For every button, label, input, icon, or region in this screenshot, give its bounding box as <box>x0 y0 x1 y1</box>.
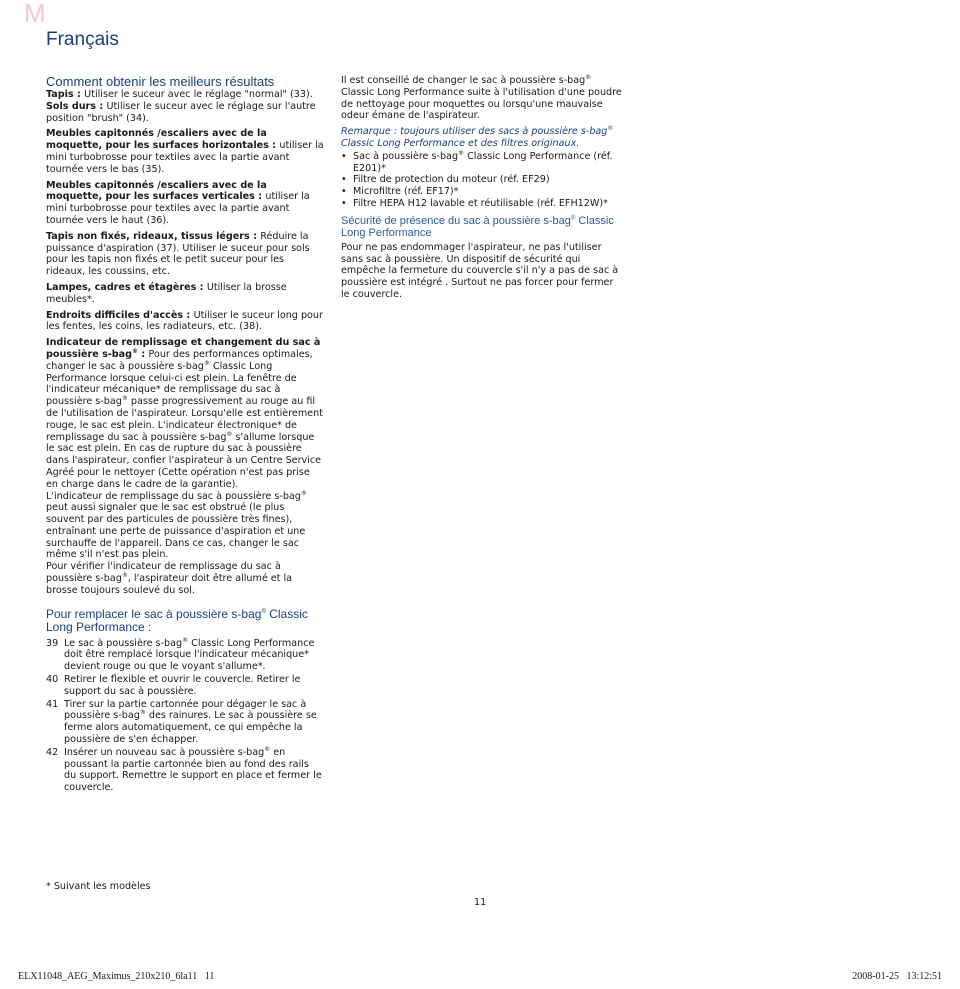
text-carpets: Utiliser le suceur avec le réglage "normal" (33). <box>84 89 313 100</box>
text-curtains: Réduire la puissance d'aspiration (37). Utiliser le suceur pour sols pour les tapis non fixés et le petit suceur pour les rideaux, les coussins, etc. <box>46 230 310 278</box>
label-hard-floors: Sols durs : <box>46 100 107 112</box>
part-text: Filtre de protection du moteur (réf. EF29) <box>353 174 550 186</box>
parts-list <box>341 151 624 210</box>
reg-mark: ® <box>458 149 465 157</box>
text-obstructed-1: L'indicateur de remplissage du sac à poussière s-bag <box>46 490 301 502</box>
part-text: Classic Long Performance (réf. E201)* <box>353 150 613 174</box>
title-part-b: Classic Long Performance : <box>46 606 308 634</box>
step-number: 39 <box>46 637 59 649</box>
step-item <box>46 638 324 673</box>
label-horizontal: Meubles capitonnés /escaliers avec de la moquette, pour les surfaces horizontales : <box>46 128 280 152</box>
text-indicator-2: Classic Long Performance lorsque celui-ci est plein. La fenêtre de l'indicateur mécanique* de remplissage du sac à poussière s-bag <box>46 360 297 408</box>
text-indicator-1: Pour des performances optimales, changer le sac à poussière s-bag <box>46 348 313 372</box>
text-advice-1: Il est conseillé de changer le sac à poussière s-bag <box>341 75 586 86</box>
reg-mark: ® <box>570 215 576 222</box>
list-item <box>341 198 624 210</box>
part-text: Microfiltre (réf. EF17)* <box>353 186 459 198</box>
text-indicator-3: passe progressivement au rouge au fil de l'utilisation de l'aspirateur. Lorsqu'elle est entièrement rouge, le sac est plein. L'indicateur électronique* de remplissage du sac à poussière s-bag <box>46 396 323 443</box>
text-advice-2: Classic Long Performance suite à l'utilisation d'une poudre de nettoyage pour moquettes ou lorsqu'une mauvaise odeur émane de l'aspirateur. <box>341 86 622 122</box>
list-item <box>341 174 624 186</box>
paragraph-indicator-check <box>46 561 324 596</box>
part-text: Filtre HEPA H12 lavable et réutilisable (réf. EFH12W)* <box>353 197 608 209</box>
left-column <box>46 75 324 795</box>
remark-original-parts <box>341 126 624 150</box>
reg-mark: ® <box>131 347 138 355</box>
reg-mark: ® <box>203 359 210 367</box>
step-number: 40 <box>46 674 59 686</box>
reg-mark: ® <box>226 430 233 438</box>
step-item <box>46 747 324 794</box>
paragraph-curtains <box>46 231 324 278</box>
step-text: Classic Long Performance doit être remplacé lorsque l'indicateur mécanique* devient rouge ou que le voyant s'allume*. <box>64 637 315 673</box>
text-check-2: , l'aspirateur doit être allumé et la brosse toujours soulevé du sol. <box>46 573 293 596</box>
step-text: Retirer le flexible et ouvrir le couvercle. Retirer le support du sac à poussière. <box>64 674 301 697</box>
label-vertical: Meubles capitonnés /escaliers avec de la moquette, pour les surfaces verticales : <box>46 179 267 203</box>
brand-logo: M <box>24 0 46 28</box>
reg-mark: ® <box>607 125 614 132</box>
text-indicator-4: s'allume lorsque le sac est plein. En cas de rupture du sac à poussière dans l'aspirateur, confier l'aspirateur à un Centre Service Agréé pour le nettoyer (Cette opération n'est pas prise en charge dans le cadre de la garantie). <box>46 431 322 490</box>
reg-mark: ® <box>182 636 189 644</box>
text-lamps: Utiliser la brosse meubles*. <box>46 281 287 305</box>
step-text: des rainures. Le sac à poussière se ferme alors automatiquement, ce qui empêche la poussière de s'en échapper. <box>64 710 317 746</box>
section-title-replace-bag <box>46 608 324 634</box>
paragraph-bag-safety: Pour ne pas endommager l'aspirateur, ne pas l'utiliser sans sac à poussière. Un dispositif de sécurité qui empêche la fermeture du couvercle s'il n'y a pas de sac à poussière est intégré . Surtout ne pas forcer pour fermer le couvercle. <box>341 241 619 300</box>
remark-text-2: Classic Long Performance et des filtres originaux. <box>341 137 580 149</box>
text-obstructed-2: peut aussi signaler que le sac est obstrué (le plus souvent par des particules de poussière très fines), entraînant une perte de puissance d'aspiration et une surchauffe de l'appareil. Dans ce cas, changer le sac même s'il n'est pas plein. <box>46 502 306 561</box>
label-indicator: Indicateur de remplissage et changement du sac à poussière s-bag <box>46 337 321 360</box>
label-lamps: Lampes, cadres et étagères : <box>46 281 207 293</box>
remark-text-1: Remarque : toujours utiliser des sacs à poussière s-bag <box>341 126 608 138</box>
title-part-b: Classic Long Performance <box>341 214 614 240</box>
paragraph-hard-to-reach <box>46 310 324 334</box>
print-footer-file: ELX11048_AEG_Maximus_210x210_6la11 11 <box>18 971 215 982</box>
label-carpets: Tapis : <box>46 89 85 100</box>
list-item <box>341 186 624 198</box>
reg-mark: ® <box>121 571 128 579</box>
reg-mark: ® <box>121 394 128 402</box>
paragraph-indicator-obstructed <box>46 491 324 562</box>
paragraph-horizontal <box>46 128 324 175</box>
reg-mark: ® <box>300 489 307 497</box>
label-indicator-colon: : <box>137 348 149 360</box>
text-check-1: Pour vérifier l'indicateur de remplissage du sac à poussière s-bag <box>46 561 281 585</box>
label-curtains: Tapis non fixés, rideaux, tissus légers : <box>46 230 261 242</box>
language-heading: Français <box>46 29 119 50</box>
paragraph-indicator <box>46 337 324 490</box>
text-hard-to-reach: Utiliser le suceur long pour les fentes, les coins, les radiateurs, etc. (38). <box>46 309 323 333</box>
section-title-best-results: Comment obtenir les meilleurs résultats <box>46 74 275 89</box>
paragraph-vertical <box>46 180 324 227</box>
reg-mark: ® <box>585 73 592 81</box>
step-text: Tirer sur la partie cartonnée pour dégager le sac à poussière s-bag <box>64 698 307 722</box>
paragraph-floor-types <box>46 89 324 124</box>
right-column <box>341 75 624 305</box>
step-text: Insérer un nouveau sac à poussière s-bag <box>64 746 265 758</box>
footnote: * Suivant les modèles <box>46 881 151 892</box>
section-title-bag-safety <box>341 215 624 240</box>
replace-steps-list <box>46 638 324 794</box>
text-hard-floors: Utiliser le suceur avec le réglage sur l'autre position "brush" (34). <box>46 100 316 124</box>
reg-mark: ® <box>264 745 271 753</box>
text-vertical: utiliser la mini turbobrosse pour textiles avec la partie avant tournée vers le haut (36). <box>46 191 310 226</box>
list-item <box>341 151 624 175</box>
reg-mark: ® <box>261 608 266 615</box>
reg-mark: ® <box>139 709 146 717</box>
title-part-a: Sécurité de présence du sac à poussière s-bag <box>341 214 571 227</box>
paragraph-lamps <box>46 282 324 306</box>
step-text: en poussant la partie cartonnée bien au fond des rails du support. Remettre le support en place et fermer le couvercle. <box>64 746 322 794</box>
paragraph-change-advice <box>341 75 624 122</box>
text-horizontal: utiliser la mini turbobrosse pour textiles avec la partie avant tournée vers le bas (35). <box>46 140 324 175</box>
title-part-a: Pour remplacer le sac à poussière s-bag <box>46 606 262 621</box>
part-text: Sac à poussière s-bag <box>353 150 459 162</box>
print-footer-timestamp: 2008-01-25 13:12:51 <box>852 971 942 982</box>
step-item <box>46 699 324 746</box>
page-number: 11 <box>474 897 487 908</box>
step-number: 41 <box>46 698 59 710</box>
step-text: Le sac à poussière s-bag <box>64 637 183 649</box>
step-number: 42 <box>46 746 59 758</box>
label-hard-to-reach: Endroits difficiles d'accès : <box>46 309 194 321</box>
step-item <box>46 674 324 698</box>
